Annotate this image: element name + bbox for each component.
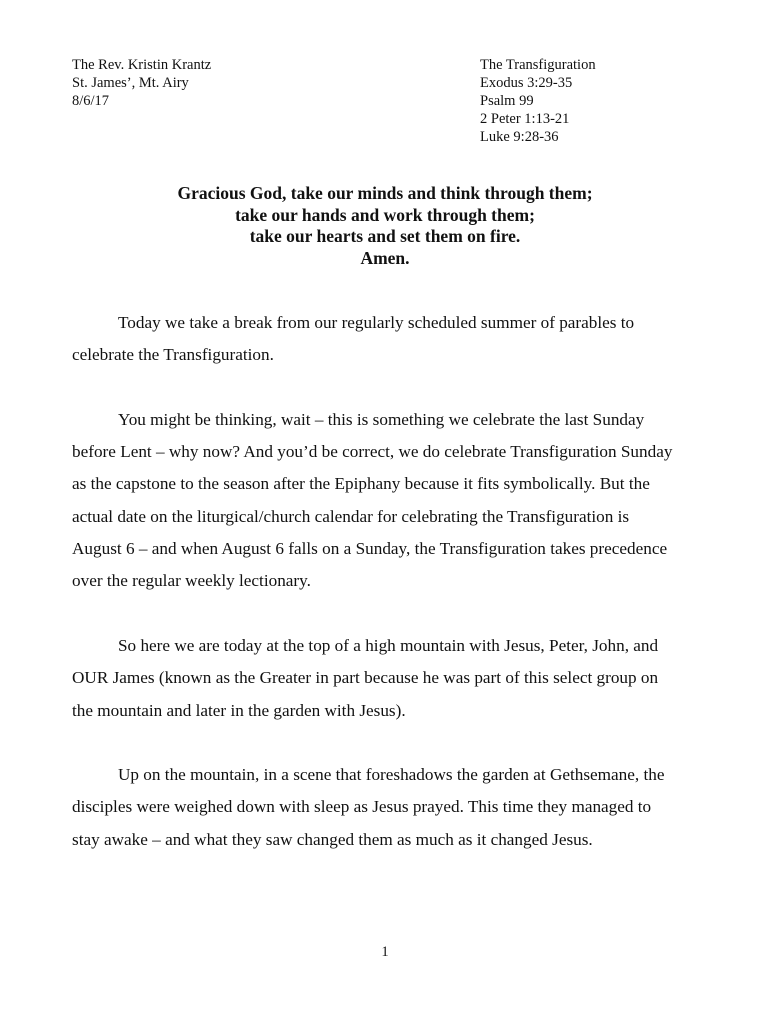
text-line: actual date on the liturgical/church calendar for celebrating the Transfiguration is	[72, 506, 630, 526]
reading-psalm: Psalm 99	[480, 93, 534, 109]
prayer-line: take our hands and work through them;	[235, 204, 535, 225]
text-line: August 6 – and when August 6 falls on a Sunday, the Transfiguration takes precedence	[72, 539, 668, 559]
text-line: Today we take a break from our regularly scheduled summer of parables to	[118, 313, 635, 332]
text-line: before Lent – why now? And you’d be correct, we do celebrate Transfiguration Sunday	[72, 442, 673, 462]
text-line: over the regular weekly lectionary.	[72, 571, 311, 591]
paragraph	[72, 404, 698, 598]
author-name: The Rev. Kristin Krantz	[72, 57, 212, 73]
sermon-date: 8/6/17	[72, 93, 110, 109]
text-line: as the capstone to the season after the Epiphany because it fits symbolically. But the	[72, 474, 650, 494]
reading-luke: Luke 9:28-36	[480, 129, 559, 145]
text-line: celebrate the Transfiguration.	[72, 345, 274, 365]
sermon-body	[72, 307, 698, 888]
prayer-amen: Amen.	[360, 247, 410, 268]
author-block	[72, 56, 211, 110]
paragraph	[72, 307, 698, 372]
page-number: 1	[381, 944, 389, 960]
reading-peter: 2 Peter 1:13-21	[480, 111, 570, 127]
text-line: So here we are today at the top of a high mountain with Jesus, Peter, John, and	[118, 635, 659, 655]
text-line: OUR James (known as the Greater in part because he was part of this select group on	[72, 668, 659, 688]
prayer-line: Gracious God, take our minds and think through them;	[177, 183, 593, 203]
paragraph	[72, 630, 698, 727]
text-line: the mountain and later in the garden with Jesus).	[72, 700, 406, 720]
readings-block	[480, 56, 596, 146]
feast-title: The Transfiguration	[480, 57, 596, 73]
text-line: You might be thinking, wait – this is something we celebrate the last Sunday	[118, 409, 645, 429]
text-line: disciples were weighed down with sleep as Jesus prayed. This time they managed to	[72, 797, 652, 817]
paragraph	[72, 759, 698, 856]
parish-name: St. James’, Mt. Airy	[72, 75, 189, 91]
reading-exodus: Exodus 3:29-35	[480, 75, 573, 91]
prayer-line: take our hearts and set them on fire.	[249, 226, 521, 246]
opening-prayer	[72, 183, 698, 269]
text-line: stay awake – and what they saw changed them as much as it changed Jesus.	[72, 829, 593, 849]
text-line: Up on the mountain, in a scene that foreshadows the garden at Gethsemane, the	[118, 765, 665, 785]
